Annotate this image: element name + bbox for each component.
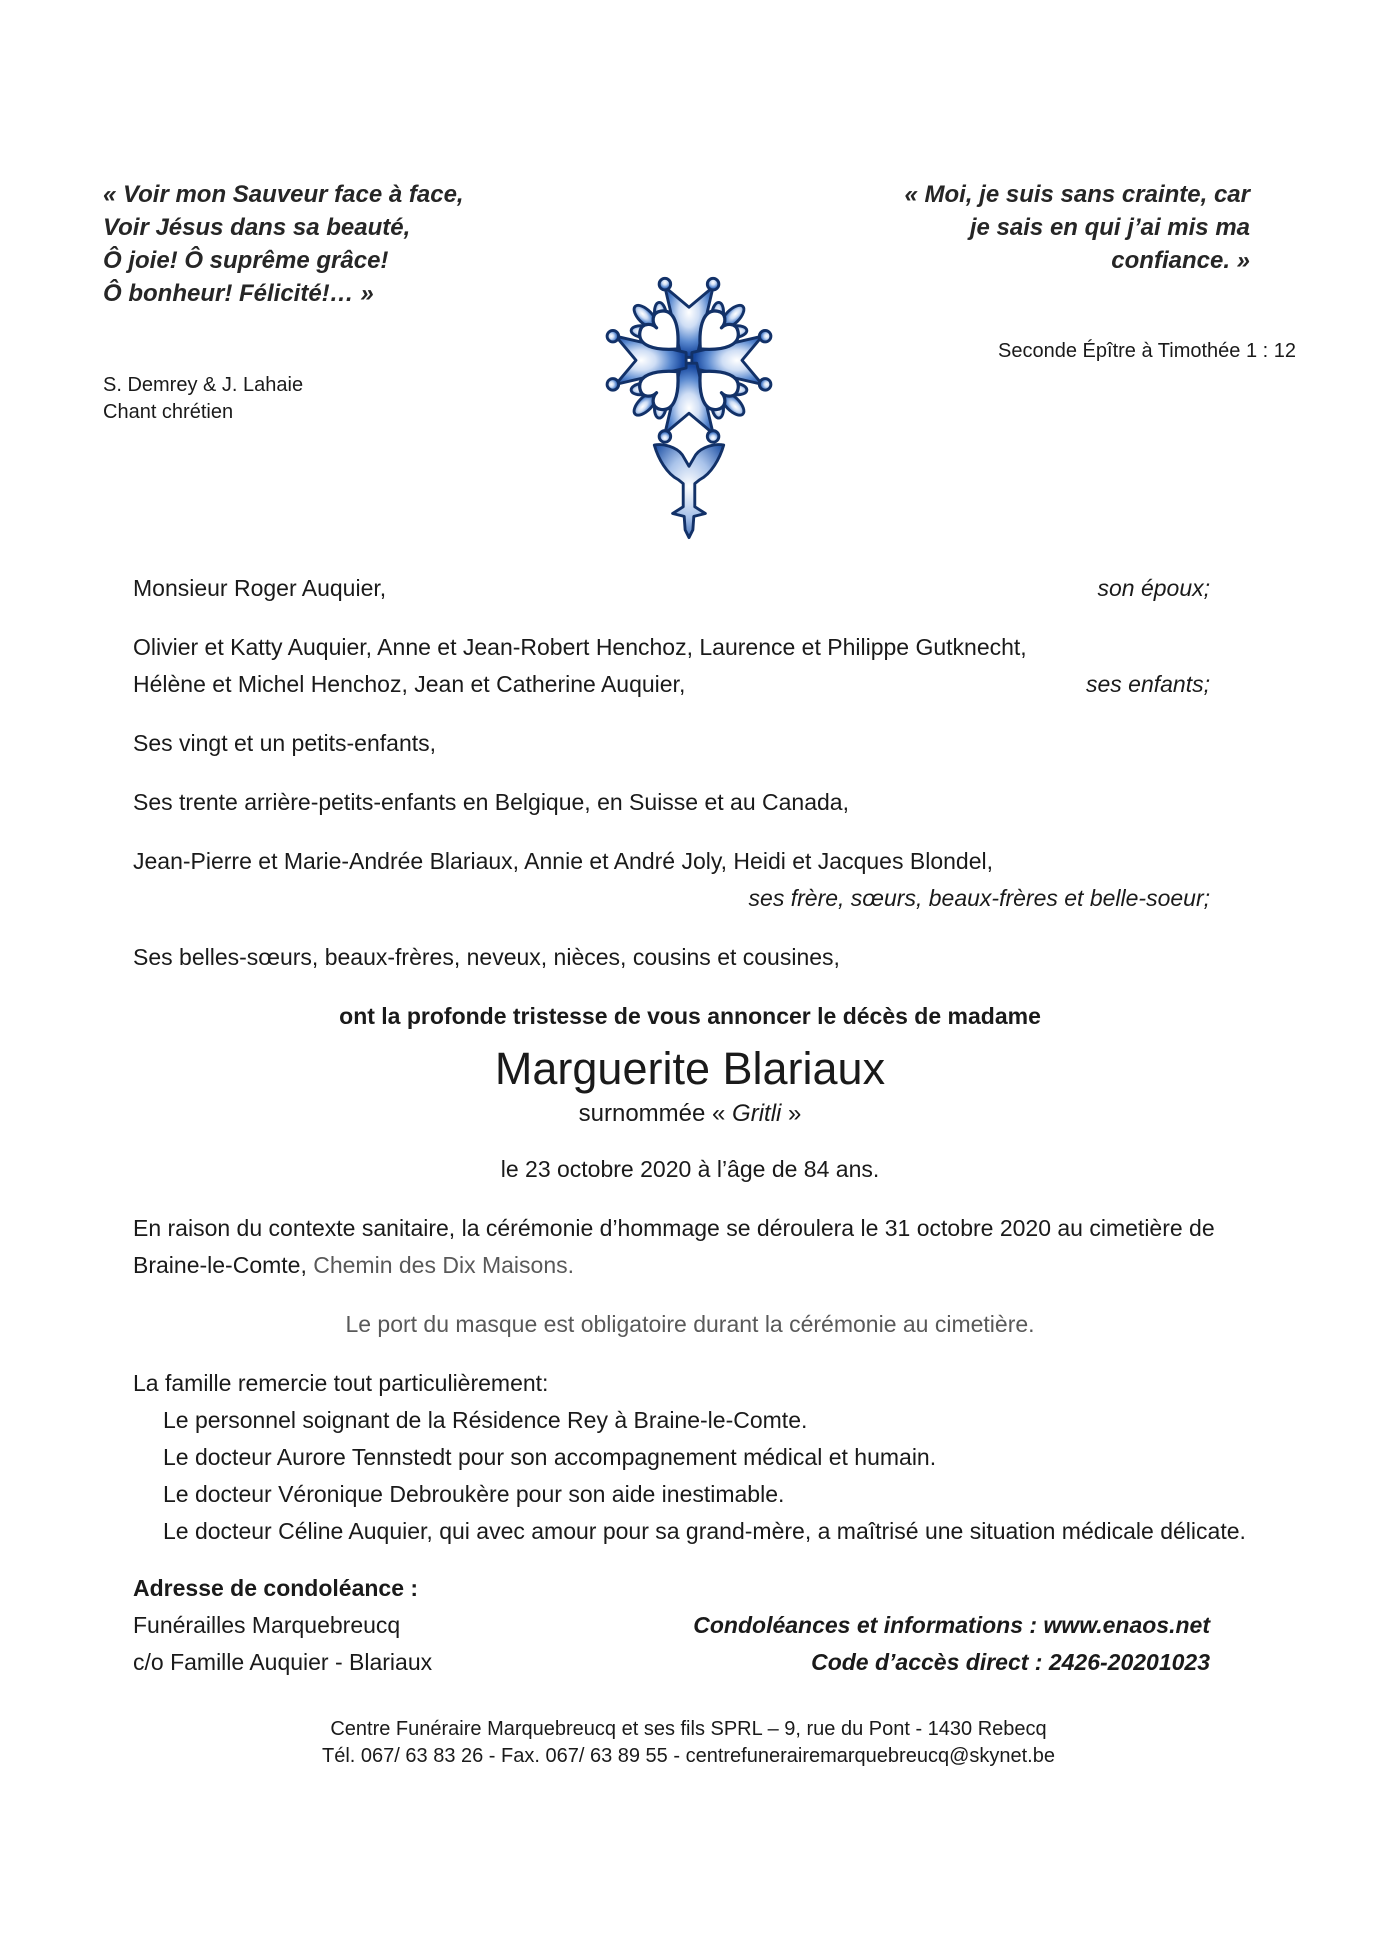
siblings-names: Jean-Pierre et Marie-Andrée Blariaux, Annie et André Joly, Heidi et Jacques Blondel, xyxy=(133,848,993,874)
scripture-quote-line: « Moi, je suis sans crainte, car xyxy=(904,181,1250,208)
children-names-line1: Olivier et Katty Auquier, Anne et Jean-Robert Henchoz, Laurence et Philippe Gutknecht, xyxy=(133,634,1027,660)
hymn-quote-line: Ô bonheur! Félicité!… » xyxy=(103,280,374,307)
hymn-quote-line: Voir Jésus dans sa beauté, xyxy=(103,214,411,241)
hymn-quote-line: Ô joie! Ô suprême grâce! xyxy=(103,247,389,274)
thanks-item: Le personnel soignant de la Résidence Rey à Braine-le-Comte. xyxy=(163,1407,808,1433)
hymn-type: Chant chrétien xyxy=(103,401,234,423)
nickname-prefix: surnommée « xyxy=(578,1100,733,1127)
announcement-body xyxy=(133,570,1247,1681)
thanks-item: Le docteur Céline Auquier, qui avec amour pour sa grand-mère, a maîtrisé une situation médicale délicate. xyxy=(163,1518,1246,1544)
ceremony-info-main: En raison du contexte sanitaire, la cérémonie d’hommage se déroulera le 31 octobre 2020 au cimetière de Braine-le-Comte, xyxy=(133,1215,1215,1278)
nickname: Gritli xyxy=(732,1100,782,1127)
emblem-container xyxy=(583,248,795,540)
condolence-section xyxy=(133,1570,1247,1681)
condolence-address-line2: c/o Famille Auquier - Blariaux xyxy=(133,1649,433,1675)
ceremony-info xyxy=(133,1210,1247,1284)
condolence-heading: Adresse de condoléance : xyxy=(133,1575,419,1601)
deceased-name: Marguerite Blariaux xyxy=(494,1043,886,1094)
condolence-row1 xyxy=(133,1607,1247,1644)
spouse-row xyxy=(133,570,1247,607)
thanks-item: Le docteur Véronique Debroukère pour son aide inestimable. xyxy=(163,1481,785,1507)
scripture-quote xyxy=(770,178,1250,277)
spouse-relation: son époux; xyxy=(1097,575,1210,601)
children-relation: ses enfants; xyxy=(1085,671,1210,697)
condolence-row2 xyxy=(133,1644,1247,1681)
scripture-reference: Seconde Épître à Timothée 1 : 12 xyxy=(998,340,1296,362)
children-row2 xyxy=(133,666,1247,703)
announcement-intro: ont la profonde tristesse de vous annoncer le décès de madame xyxy=(339,1003,1041,1029)
grandchildren-line: Ses vingt et un petits-enfants, xyxy=(133,730,437,756)
thanks-section xyxy=(133,1365,1247,1550)
scripture-quote-line: je sais en qui j’ai mis ma xyxy=(969,214,1250,241)
hymn-quote xyxy=(103,178,563,310)
hymn-attribution xyxy=(103,372,503,426)
nickname-line xyxy=(133,1097,1247,1131)
siblings-paragraph xyxy=(133,843,1247,917)
condolence-website-line: Condoléances et informations : www.enaos.net xyxy=(693,1612,1210,1638)
nickname-suffix: » xyxy=(781,1100,802,1127)
funeral-home-contact: Tél. 067/ 63 83 26 - Fax. 067/ 63 89 55 - centrefunerairemarquebreucq@skynet.be xyxy=(322,1745,1055,1767)
condolence-access-code-line: Code d’accès direct : 2426-20201023 xyxy=(811,1649,1210,1675)
hymn-authors: S. Demrey & J. Lahaie xyxy=(103,374,304,396)
funeral-home-address: Centre Funéraire Marquebreucq et ses fils SPRL – 9, rue du Pont - 1430 Rebecq xyxy=(330,1718,1047,1740)
children-names-line2: Hélène et Michel Henchoz, Jean et Catherine Auquier, xyxy=(133,671,686,697)
huguenot-cross-icon xyxy=(583,248,795,540)
siblings-relation: ses frère, sœurs, beaux-frères et belle-soeur; xyxy=(748,885,1210,911)
hymn-quote-line: « Voir mon Sauveur face à face, xyxy=(103,181,464,208)
condolence-address-line1: Funérailles Marquebreucq xyxy=(133,1612,401,1638)
ceremony-location-detail: Chemin des Dix Maisons. xyxy=(306,1252,574,1278)
mask-notice: Le port du masque est obligatoire durant la cérémonie au cimetière. xyxy=(345,1311,1035,1337)
thanks-intro: La famille remercie tout particulièrement: xyxy=(133,1370,549,1396)
spouse-names: Monsieur Roger Auquier, xyxy=(133,575,387,601)
death-date: le 23 octobre 2020 à l’âge de 84 ans. xyxy=(500,1156,880,1182)
scripture-quote-line: confiance. » xyxy=(1111,247,1250,274)
thanks-item: Le docteur Aurore Tennstedt pour son accompagnement médical et humain. xyxy=(163,1444,937,1470)
dove-icon xyxy=(654,445,723,538)
children-paragraph xyxy=(133,629,1247,703)
great-grandchildren-line: Ses trente arrière-petits-enfants en Belgique, en Suisse et au Canada, xyxy=(133,789,849,815)
extended-family-line: Ses belles-sœurs, beaux-frères, neveux, nièces, cousins et cousines, xyxy=(133,944,840,970)
funeral-home-footer xyxy=(0,1716,1377,1770)
